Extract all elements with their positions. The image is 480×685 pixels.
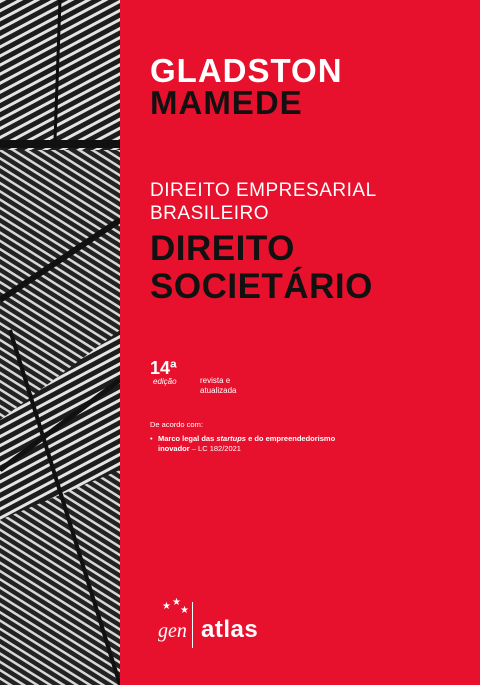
star-icon: ★ [172, 597, 181, 608]
edition-note-line1: revista e [200, 376, 231, 385]
building-facade-photo [0, 0, 120, 685]
star-icon: ★ [162, 601, 171, 612]
law-line1-italic: startups [216, 434, 246, 443]
author-last-name: MAMEDE [150, 84, 303, 121]
book-title-line2: SOCIETÁRIO [150, 267, 373, 306]
author-first-name: GLADSTON [150, 52, 343, 89]
law-line1 [158, 434, 335, 443]
law-line1-bold: Marco legal das [158, 434, 215, 443]
atlas-logo: atlas [201, 616, 259, 643]
star-icon: ★ [180, 605, 189, 616]
series-title-line1: DIREITO EMPRESARIAL [150, 180, 377, 201]
edition-note-line2: atualizada [200, 386, 237, 395]
law-line2-rest: – LC 182/2021 [191, 444, 241, 453]
edition-word: edição [153, 377, 177, 386]
according-intro: De acordo com: [150, 420, 203, 429]
bullet-icon: • [150, 434, 153, 443]
logo-divider [192, 602, 193, 648]
law-line2 [158, 444, 241, 453]
edition-number: 14ª [150, 358, 177, 378]
law-line1-rest: e do empreendedorismo [248, 434, 336, 443]
book-title-line1: DIREITO [150, 229, 295, 268]
gen-imprint-logo: gen [158, 620, 187, 642]
red-panel [120, 0, 480, 685]
law-line2-bold: inovador [158, 444, 190, 453]
publisher-logo [158, 597, 278, 650]
series-title-line2: BRASILEIRO [150, 203, 270, 224]
